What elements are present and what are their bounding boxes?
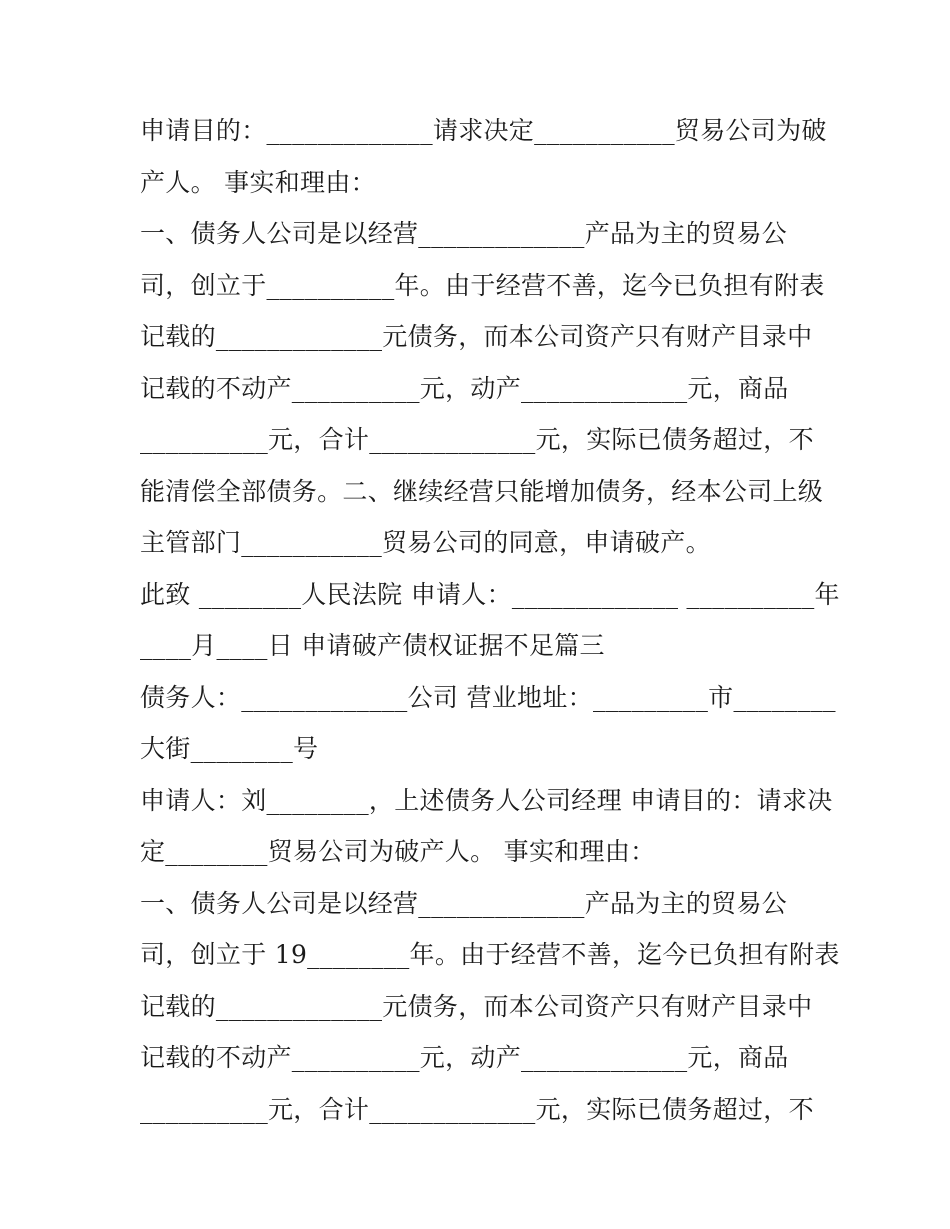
text-line-10: 此致 ________人民法院 申请人：_____________ __________年: [140, 579, 840, 609]
text-line-05: 记载的_____________元债务，而本公司资产只有财产目录中: [140, 322, 813, 351]
text-line-02: 产人。 事实和理由：: [140, 167, 376, 197]
text-line-11: ____月____日 申请破产债权证据不足篇三: [140, 631, 605, 660]
text-line-13: 大街________号: [140, 734, 319, 763]
text-line-17: 司，创立于 19________年。由于经营不善，迄今已负担有附表: [140, 940, 840, 969]
text-line-03: 一、债务人公司是以经营_____________产品为主的贸易公: [140, 219, 788, 248]
text-line-09: 主管部门___________贸易公司的同意，申请破产。: [140, 528, 711, 557]
text-line-04: 司，创立于__________年。由于经营不善，迄今已负担有附表: [140, 270, 825, 300]
text-line-07: __________元，合计_____________元，实际已债务超过，不: [140, 425, 814, 454]
text-line-18: 记载的_____________元债务，而本公司资产只有财产目录中: [140, 991, 813, 1021]
text-line-01: 申请目的：_____________请求决定___________贸易公司为破: [140, 116, 827, 145]
text-line-19: 记载的不动产__________元，动产_____________元，商品: [140, 1043, 789, 1072]
text-line-15: 定________贸易公司为破产人。 事实和理由：: [140, 837, 656, 866]
document-body: [140, 105, 840, 1135]
text-line-08: 能清偿全部债务。二、继续经营只能增加债务，经本公司上级: [140, 476, 824, 506]
text-line-14: 申请人：刘________，上述债务人公司经理 申请目的：请求决: [140, 785, 833, 815]
text-line-16: 一、债务人公司是以经营_____________产品为主的贸易公: [140, 888, 788, 918]
text-line-06: 记载的不动产__________元，动产_____________元，商品: [140, 373, 789, 403]
text-line-12: 债务人：_____________公司 营业地址：_________市________: [140, 682, 836, 712]
text-line-20: __________元，合计_____________元，实际已债务超过，不: [140, 1094, 814, 1124]
